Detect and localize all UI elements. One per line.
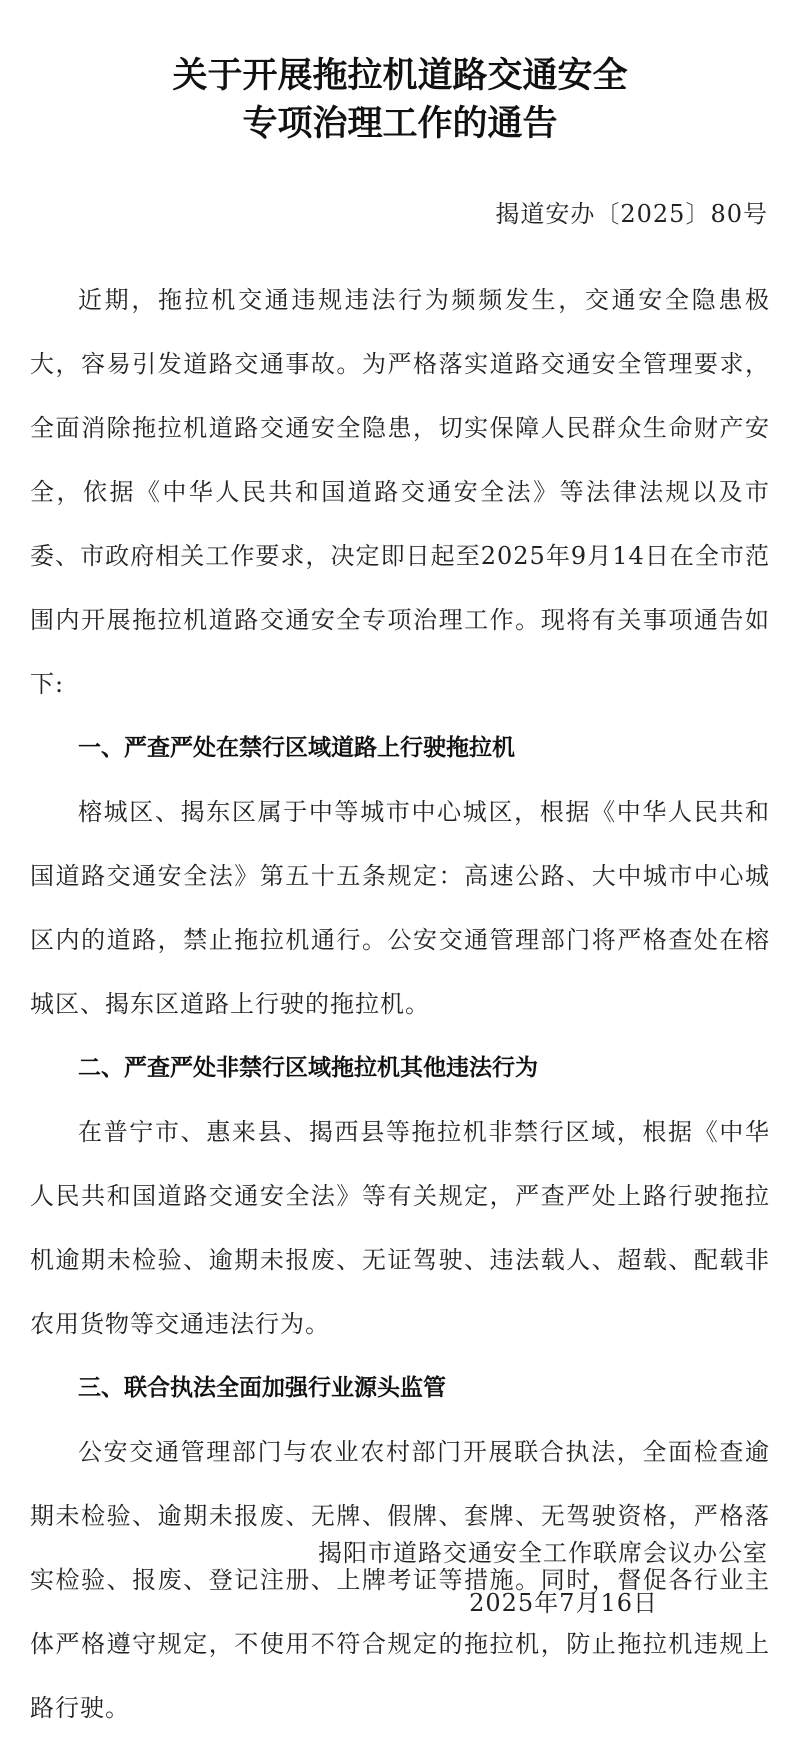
section-3-text: 公安交通管理部门与农业农村部门开展联合执法，全面检查逾期未检验、逾期未报废、无牌、假牌、套牌、无驾驶资格，严格落实检验、报废、登记注册、上牌考证等措施。同时，督促各行业主体严格遵守规定，不使用不符合规定的拖拉机，防止拖拉机违规上路行驶。	[30, 1438, 770, 1722]
title-line-1: 关于开展拖拉机道路交通安全	[172, 56, 628, 96]
notice-body	[30, 268, 770, 1740]
document-number: 揭道安办〔2025〕80号	[495, 200, 768, 228]
page-title	[0, 52, 800, 148]
section-1-text: 榕城区、揭东区属于中等城市中心城区，根据《中华人民共和国道路交通安全法》第五十五条规定：高速公路、大中城市中心城区内的道路，禁止拖拉机通行。公安交通管理部门将严格查处在榕城区、揭东区道路上行驶的拖拉机。	[30, 798, 770, 1018]
section-2-heading: 二、严查严处非禁行区域拖拉机其他违法行为	[78, 1055, 538, 1081]
signature-date: 2025年7月16日	[469, 1589, 658, 1617]
title-line-2: 专项治理工作的通告	[242, 104, 558, 144]
signature-organization: 揭阳市道路交通安全工作联席会议办公室	[318, 1539, 768, 1567]
section-2-text: 在普宁市、惠来县、揭西县等拖拉机非禁行区域，根据《中华人民共和国道路交通安全法》等有关规定，严查严处上路行驶拖拉机逾期未检验、逾期未报废、无证驾驶、违法载人、超载、配载非农用货物等交通违法行为。	[30, 1118, 770, 1338]
section-3-heading: 三、联合执法全面加强行业源头监管	[78, 1375, 446, 1401]
intro-paragraph: 近期，拖拉机交通违规违法行为频频发生，交通安全隐患极大，容易引发道路交通事故。为严格落实道路交通安全管理要求，全面消除拖拉机道路交通安全隐患，切实保障人民群众生命财产安全，依据《中华人民共和国道路交通安全法》等法律法规以及市委、市政府相关工作要求，决定即日起至2025年9月14日在全市范围内开展拖拉机道路交通安全专项治理工作。现将有关事项通告如下:	[30, 286, 770, 698]
section-1-heading: 一、严查严处在禁行区域道路上行驶拖拉机	[78, 735, 515, 761]
signature-block	[318, 1528, 768, 1628]
